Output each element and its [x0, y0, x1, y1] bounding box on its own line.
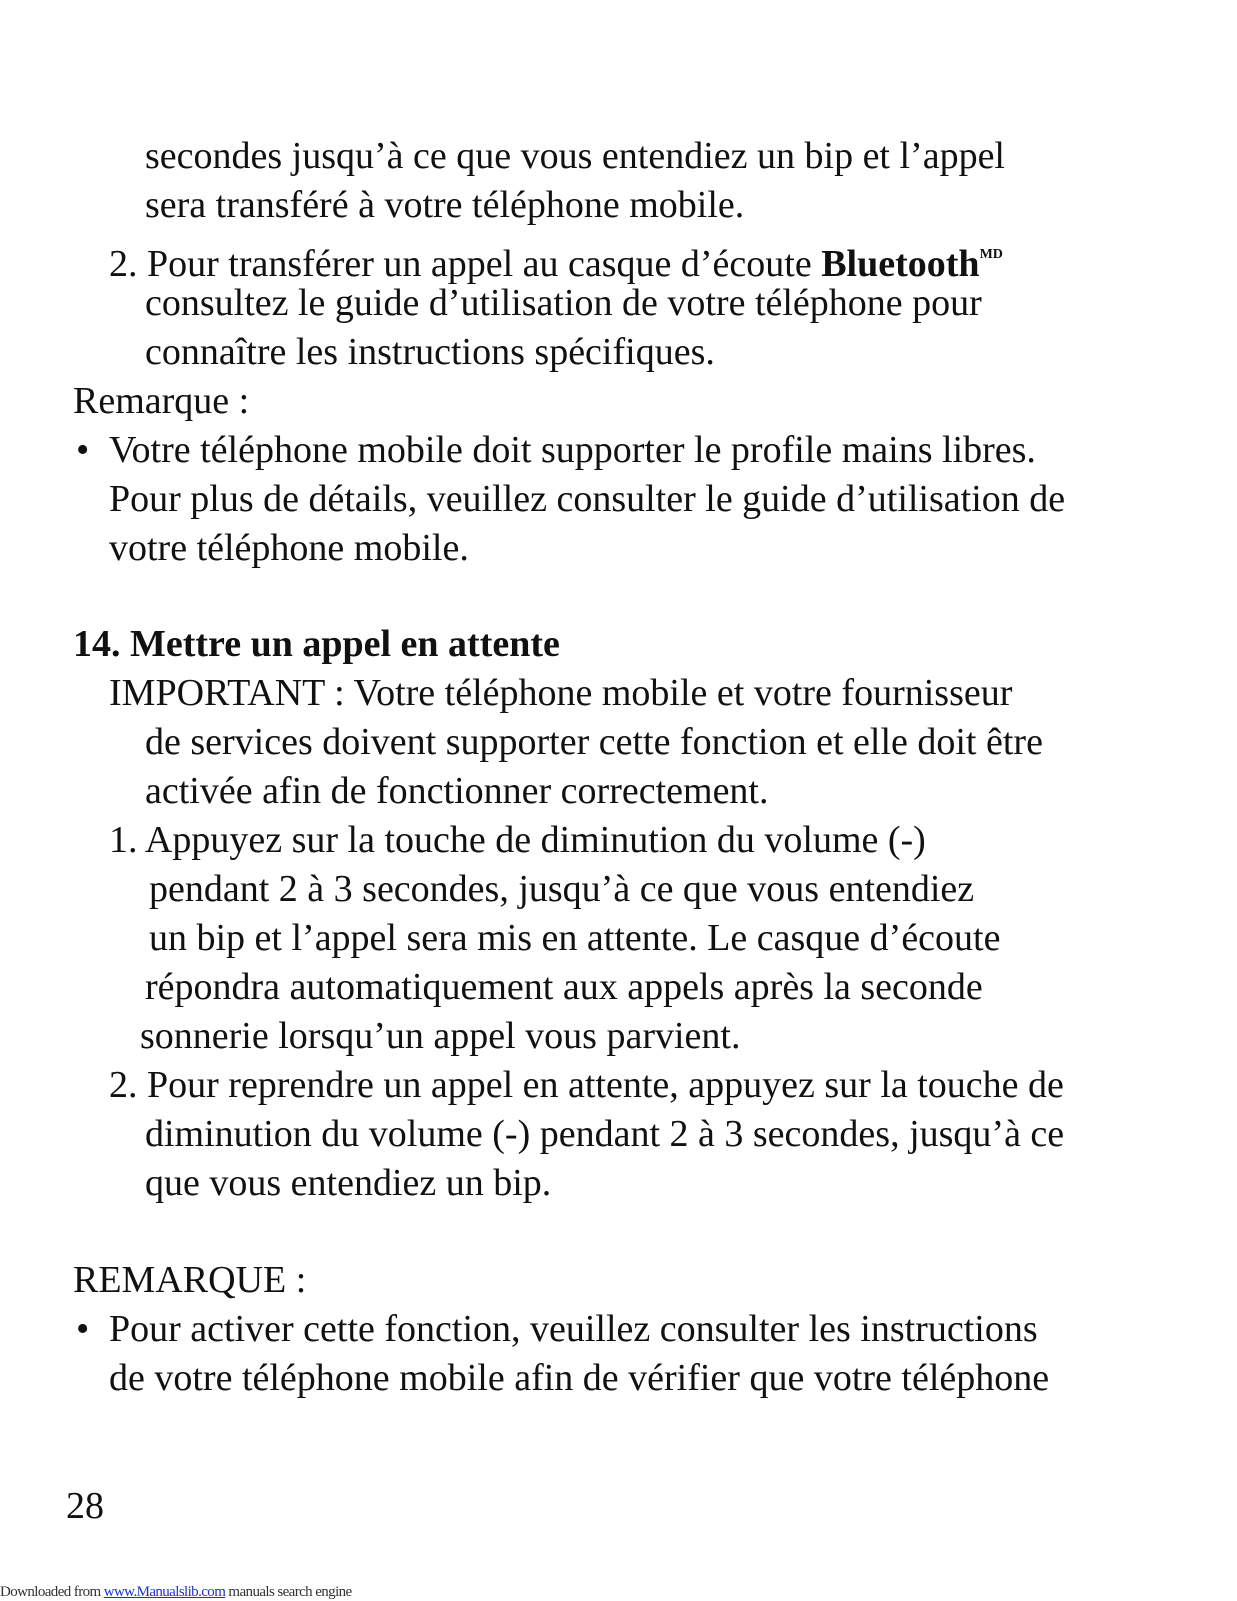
footer-prefix: Downloaded from [0, 1584, 104, 1600]
resume-step-line: diminution du volume (-) pendant 2 à 3 secondes, jusqu’à ce [145, 1113, 1065, 1155]
bullet-marker: • [76, 1308, 90, 1350]
note-line: Pour plus de détails, veuillez consulter le guide d’utilisation de [109, 478, 1066, 520]
bluetooth-step-line: consultez le guide d’utilisation de votre téléphone pour [145, 282, 982, 324]
continuation-line: sera transféré à votre téléphone mobile. [145, 184, 745, 226]
important-line: IMPORTANT : Votre téléphone mobile et votre fournisseur [109, 672, 1013, 714]
note-line: de votre téléphone mobile afin de vérifier que votre téléphone [109, 1357, 1050, 1399]
important-line: activée afin de fonctionner correctement. [145, 770, 769, 812]
manualslib-link[interactable]: www.Manualslib.com [103, 1584, 226, 1600]
trademark-mark: MD [979, 247, 1003, 262]
hold-step-line: 1. Appuyez sur la touche de diminution du volume (-) [109, 819, 926, 861]
resume-step-line: que vous entendiez un bip. [145, 1162, 552, 1204]
bluetooth-step-text: 2. Pour transférer un appel au casque d’écoute [109, 243, 822, 285]
bluetooth-brand: Bluetooth [821, 243, 980, 285]
section-heading: 14. Mettre un appel en attente [73, 623, 560, 665]
hold-step-line: sonnerie lorsqu’un appel vous parvient. [140, 1015, 741, 1057]
footer-suffix: manuals search engine [225, 1584, 352, 1600]
note-line: Votre téléphone mobile doit supporter le profile mains libres. [109, 429, 1036, 471]
resume-step-line: 2. Pour reprendre un appel en attente, appuyez sur la touche de [109, 1064, 1064, 1106]
hold-step-line: répondra automatiquement aux appels après la seconde [145, 966, 983, 1008]
bullet-marker: • [76, 429, 90, 471]
important-line: de services doivent supporter cette fonction et elle doit être [145, 721, 1043, 763]
note-label: Remarque : [73, 380, 250, 422]
download-footer [0, 1583, 352, 1601]
note-line: votre téléphone mobile. [109, 527, 469, 569]
continuation-line: secondes jusqu’à ce que vous entendiez un bip et l’appel [145, 135, 1005, 177]
note-label: REMARQUE : [73, 1259, 307, 1301]
hold-step-line: pendant 2 à 3 secondes, jusqu’à ce que vous entendiez [149, 868, 975, 910]
hold-step-line: un bip et l’appel sera mis en attente. Le casque d’écoute [149, 917, 1001, 959]
bluetooth-step-line: connaître les instructions spécifiques. [145, 331, 715, 373]
note-line: Pour activer cette fonction, veuillez consulter les instructions [109, 1308, 1038, 1350]
page-number: 28 [66, 1485, 104, 1527]
